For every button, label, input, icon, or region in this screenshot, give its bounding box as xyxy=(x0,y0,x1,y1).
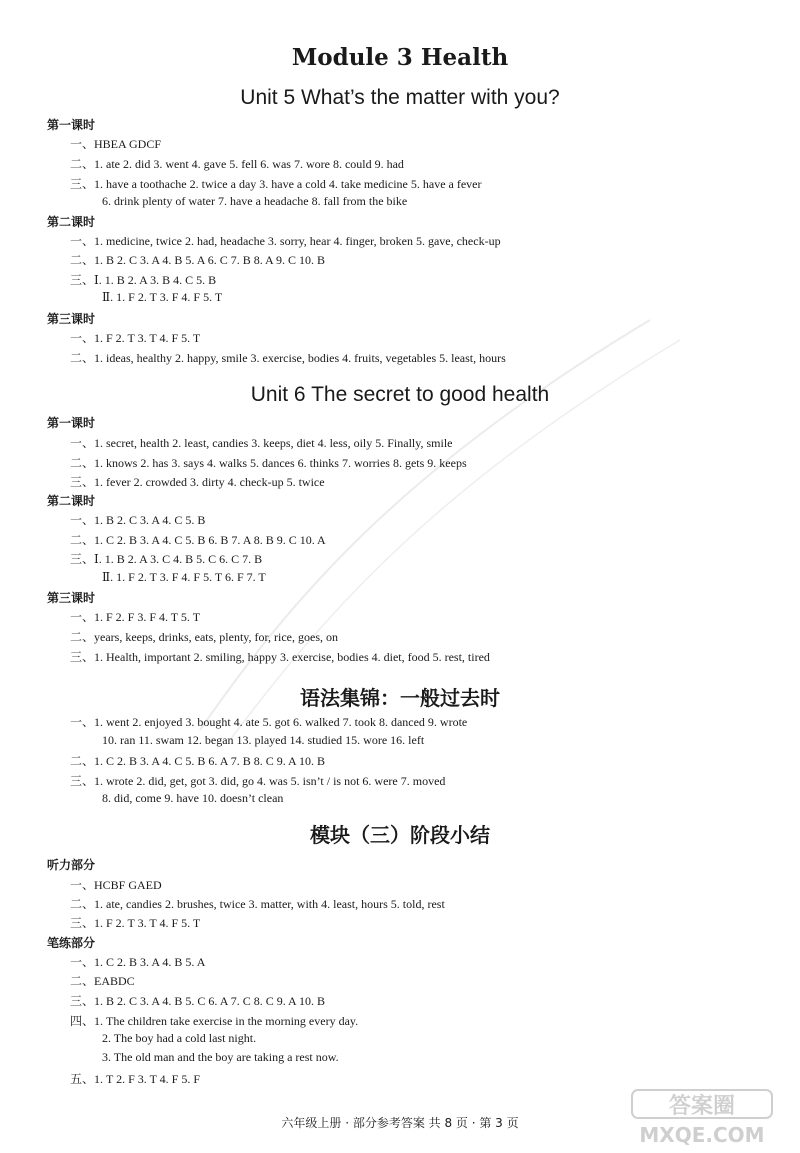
grammar-line2: 10. ran 11. swam 12. began 13. played 14. studied 15. wore 16. left xyxy=(102,733,425,747)
writing-line7: 五、1. T 2. F 3. T 4. F 5. F xyxy=(70,1072,201,1086)
unit5-lesson1-label: 第一课时 xyxy=(47,118,96,132)
page-footer: 六年级上册 · 部分参考答案 共 8 页 · 第 3 页 xyxy=(281,1116,519,1130)
writing-label: 笔练部分 xyxy=(47,936,96,950)
grammar-line4: 三、1. wrote 2. did, get, got 3. did, go 4. was 5. isn’t / is not 6. were 7. moved xyxy=(70,774,446,788)
unit5-l1-line4: 6. drink plenty of water 7. have a headache 8. fall from the bike xyxy=(102,194,408,208)
summary-title: 模块（三）阶段小结 xyxy=(310,823,490,847)
writing-line4: 四、1. The children take exercise in the morning every day. xyxy=(70,1014,359,1028)
listening-line1: 一、HCBF GAED xyxy=(70,878,162,892)
unit5-lesson3-label: 第三课时 xyxy=(47,312,96,326)
unit6-lesson1-label: 第一课时 xyxy=(47,416,96,430)
unit6-lesson2-label: 第二课时 xyxy=(47,494,96,508)
unit6-l2-line2: 二、1. C 2. B 3. A 4. C 5. B 6. B 7. A 8. B 9. C 10. A xyxy=(70,533,326,547)
site-logo xyxy=(612,1088,792,1148)
unit5-l2-line2: 二、1. B 2. C 3. A 4. B 5. A 6. C 7. B 8. A 9. C 10. B xyxy=(70,253,326,267)
grammar-line5: 8. did, come 9. have 10. doesn’t clean xyxy=(102,791,284,805)
watermark-stamp xyxy=(170,300,690,740)
writing-line1: 一、1. C 2. B 3. A 4. B 5. A xyxy=(70,955,206,969)
writing-line6: 3. The old man and the boy are taking a rest now. xyxy=(102,1050,339,1064)
unit6-lesson3-label: 第三课时 xyxy=(47,591,96,605)
unit5-l1-line1: 一、HBEA GDCF xyxy=(70,137,162,151)
svg-text:答案圈: 答案圈 xyxy=(668,1094,736,1119)
writing-line2: 二、EABDC xyxy=(70,974,135,988)
unit6-l2-line3: 三、Ⅰ. 1. B 2. A 3. C 4. B 5. C 6. C 7. B xyxy=(70,552,263,566)
unit5-title: Unit 5 What’s the matter with you? xyxy=(240,86,560,109)
listening-line2: 二、1. ate, candies 2. brushes, twice 3. matter, with 4. least, hours 5. told, rest xyxy=(70,897,445,911)
writing-line5: 2. The boy had a cold last night. xyxy=(102,1031,257,1045)
unit5-l2-line3: 三、Ⅰ. 1. B 2. A 3. B 4. C 5. B xyxy=(70,273,217,287)
module-title: Module 3 Health xyxy=(291,44,509,71)
svg-text:MXQE.COM: MXQE.COM xyxy=(639,1123,765,1147)
grammar-line1: 一、1. went 2. enjoyed 3. bought 4. ate 5. got 6. walked 7. took 8. danced 9. wrote xyxy=(70,715,468,729)
listening-line3: 三、1. F 2. T 3. T 4. F 5. T xyxy=(70,916,201,930)
unit5-lesson2-label: 第二课时 xyxy=(47,215,96,229)
unit5-l2-line1: 一、1. medicine, twice 2. had, headache 3. sorry, hear 4. finger, broken 5. gave, check-up xyxy=(70,234,501,248)
unit6-l2-line4: Ⅱ. 1. F 2. T 3. F 4. F 5. T 6. F 7. T xyxy=(102,570,266,584)
unit6-l3-line1: 一、1. F 2. F 3. F 4. T 5. T xyxy=(70,610,201,624)
unit6-l2-line1: 一、1. B 2. C 3. A 4. C 5. B xyxy=(70,513,206,527)
unit6-l1-line1: 一、1. secret, health 2. least, candies 3. keeps, diet 4. less, oily 5. Finally, smile xyxy=(70,436,453,450)
listening-label: 听力部分 xyxy=(47,858,96,872)
grammar-line3: 二、1. C 2. B 3. A 4. C 5. B 6. A 7. B 8. C 9. A 10. B xyxy=(70,754,326,768)
unit6-l1-line3: 三、1. fever 2. crowded 3. dirty 4. check-up 5. twice xyxy=(70,475,325,489)
unit5-l1-line2: 二、1. ate 2. did 3. went 4. gave 5. fell 6. was 7. wore 8. could 9. had xyxy=(70,157,404,171)
grammar-title: 语法集锦：一般过去时 xyxy=(300,686,500,710)
unit6-l3-line3: 三、1. Health, important 2. smiling, happy 3. exercise, bodies 4. diet, food 5. rest, tired xyxy=(70,650,490,664)
unit5-l3-line1: 一、1. F 2. T 3. T 4. F 5. T xyxy=(70,331,201,345)
unit6-l3-line2: 二、years, keeps, drinks, eats, plenty, for, rice, goes, on xyxy=(70,630,339,644)
unit5-l2-line4: Ⅱ. 1. F 2. T 3. F 4. F 5. T xyxy=(102,290,223,304)
unit6-l1-line2: 二、1. knows 2. has 3. says 4. walks 5. dances 6. thinks 7. worries 8. gets 9. keeps xyxy=(70,456,467,470)
unit5-l3-line2: 二、1. ideas, healthy 2. happy, smile 3. exercise, bodies 4. fruits, vegetables 5. least, hours xyxy=(70,351,506,365)
unit5-l1-line3: 三、1. have a toothache 2. twice a day 3. have a cold 4. take medicine 5. have a fever xyxy=(70,177,482,191)
unit6-title: Unit 6 The secret to good health xyxy=(250,383,550,406)
writing-line3: 三、1. B 2. C 3. A 4. B 5. C 6. A 7. C 8. C 9. A 10. B xyxy=(70,994,326,1008)
